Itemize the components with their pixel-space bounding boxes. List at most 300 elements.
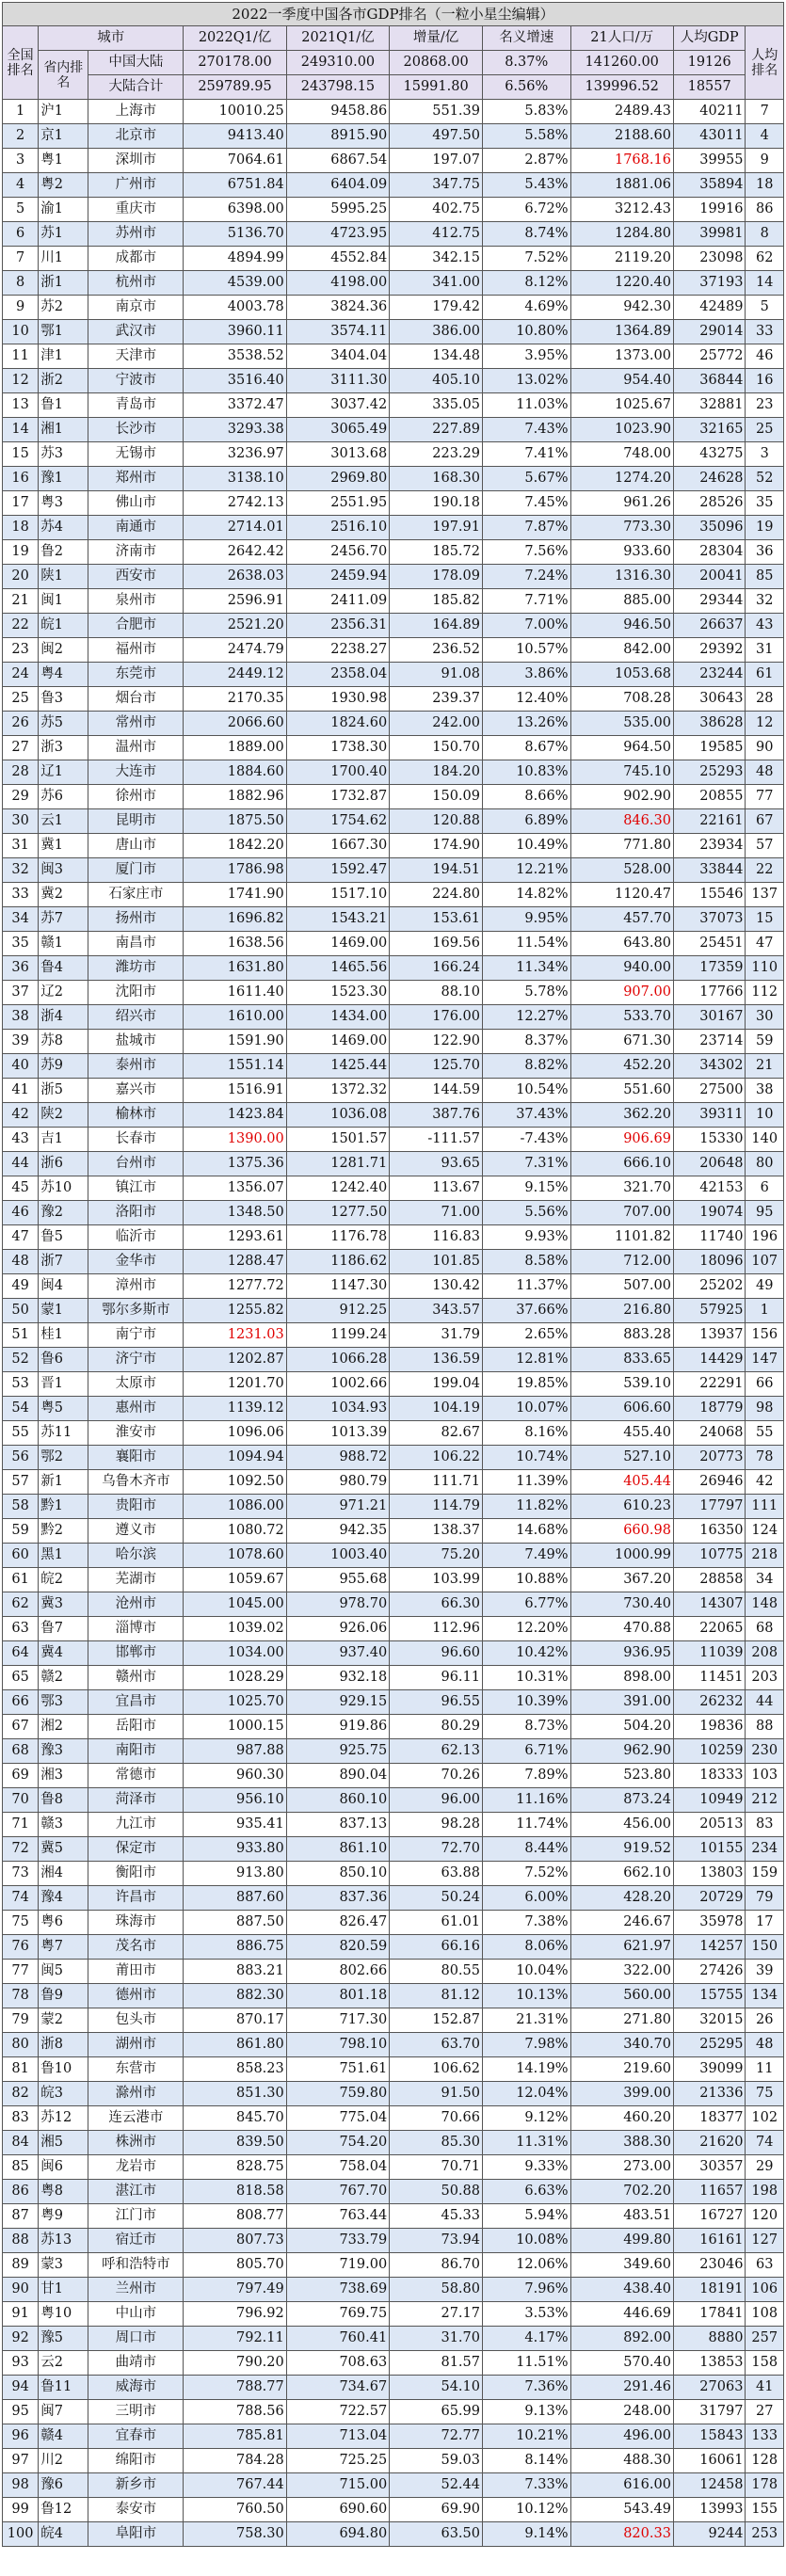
cell-per-capita-rank: 74: [746, 2131, 784, 2155]
cell-city-name: 襄阳市: [88, 1446, 184, 1470]
cell-national-rank: 46: [3, 1201, 39, 1225]
cell-prov-rank: 黔2: [39, 1519, 88, 1544]
cell-national-rank: 95: [3, 2400, 39, 2424]
cell-gdp2022: 1202.87: [184, 1348, 286, 1372]
cell-per-capita-gdp: 17766: [673, 981, 746, 1005]
cell-national-rank: 14: [3, 418, 39, 442]
cell-prov-rank: 吉1: [39, 1128, 88, 1152]
cell-growth: 6.00%: [483, 1886, 571, 1911]
cell-per-capita-rank: 48: [746, 2033, 784, 2057]
cell-population: 3212.43: [570, 198, 673, 222]
cell-national-rank: 17: [3, 491, 39, 516]
cell-population: 892.00: [570, 2327, 673, 2351]
cell-gdp2021: 1425.44: [286, 1054, 389, 1079]
cell-city-name: 茂名市: [88, 1935, 184, 1960]
cell-per-capita-rank: 107: [746, 1250, 784, 1274]
cell-growth: 5.67%: [483, 467, 571, 491]
cell-national-rank: 54: [3, 1397, 39, 1421]
cell-population: 1025.67: [570, 393, 673, 418]
cell-prov-rank: 闽2: [39, 638, 88, 663]
cell-prov-rank: 浙6: [39, 1152, 88, 1176]
cell-prov-rank: 苏9: [39, 1054, 88, 1079]
cell-increase: 169.56: [390, 932, 483, 956]
cell-gdp2021: 820.59: [286, 1935, 389, 1960]
table-row: [3, 369, 784, 393]
cell-prov-rank: 津1: [39, 344, 88, 369]
total-label: 中国大陆: [88, 51, 184, 75]
cell-growth: 3.86%: [483, 663, 571, 687]
table-row: [3, 2351, 784, 2376]
cell-city-name: 合肥市: [88, 614, 184, 638]
cell-gdp2021: 6404.09: [286, 173, 389, 198]
cell-gdp2021: 932.18: [286, 1666, 389, 1690]
cell-population: 885.00: [570, 589, 673, 614]
cell-population: 1316.30: [570, 565, 673, 589]
cell-growth: 3.95%: [483, 344, 571, 369]
cell-city-name: 无锡市: [88, 442, 184, 467]
cell-gdp2022: 3538.52: [184, 344, 286, 369]
header-city: 城市: [39, 26, 184, 51]
cell-prov-rank: 苏5: [39, 712, 88, 736]
table-row: [3, 516, 784, 540]
cell-per-capita-rank: 44: [746, 1690, 784, 1715]
cell-growth: 12.20%: [483, 1617, 571, 1641]
cell-national-rank: 73: [3, 1862, 39, 1886]
cell-gdp2021: 988.72: [286, 1446, 389, 1470]
cell-population: 322.00: [570, 1960, 673, 1984]
cell-prov-rank: 赣3: [39, 1813, 88, 1837]
cell-increase: 91.50: [390, 2082, 483, 2106]
cell-growth: 6.63%: [483, 2180, 571, 2204]
cell-city-name: 漳州市: [88, 1274, 184, 1299]
cell-prov-rank: 苏12: [39, 2106, 88, 2131]
cell-national-rank: 2: [3, 124, 39, 149]
cell-gdp2022: 882.30: [184, 1984, 286, 2008]
cell-gdp2021: 937.40: [286, 1641, 389, 1666]
cell-growth: 7.24%: [483, 565, 571, 589]
table-row: [3, 1103, 784, 1128]
cell-city-name: 台州市: [88, 1152, 184, 1176]
cell-city-name: 包头市: [88, 2008, 184, 2033]
cell-per-capita-rank: 25: [746, 418, 784, 442]
table-row: [3, 981, 784, 1005]
cell-per-capita-gdp: 20648: [673, 1152, 746, 1176]
cell-gdp2021: 919.86: [286, 1715, 389, 1739]
cell-growth: 5.94%: [483, 2204, 571, 2229]
cell-population: 460.20: [570, 2106, 673, 2131]
cell-growth: 11.54%: [483, 932, 571, 956]
cell-national-rank: 3: [3, 149, 39, 173]
cell-gdp2022: 2638.03: [184, 565, 286, 589]
cell-per-capita-gdp: 39311: [673, 1103, 746, 1128]
cell-prov-rank: 陕2: [39, 1103, 88, 1128]
cell-gdp2022: 790.20: [184, 2351, 286, 2376]
cell-gdp2021: 861.10: [286, 1837, 389, 1862]
cell-per-capita-rank: 127: [746, 2229, 784, 2253]
cell-gdp2021: 734.67: [286, 2376, 389, 2400]
cell-per-capita-rank: 111: [746, 1495, 784, 1519]
cell-population: 643.80: [570, 932, 673, 956]
table-row: [3, 2498, 784, 2522]
cell-gdp2021: 3574.11: [286, 320, 389, 344]
cell-population: 535.00: [570, 712, 673, 736]
cell-city-name: 乌鲁木齐市: [88, 1470, 184, 1495]
cell-national-rank: 8: [3, 271, 39, 296]
cell-per-capita-rank: 90: [746, 736, 784, 760]
table-row: [3, 883, 784, 907]
cell-gdp2022: 1390.00: [184, 1128, 286, 1152]
cell-increase: -111.57: [390, 1128, 483, 1152]
cell-prov-rank: 豫4: [39, 1886, 88, 1911]
table-row: [3, 124, 784, 149]
cell-gdp2021: 6867.54: [286, 149, 389, 173]
cell-per-capita-rank: 150: [746, 1935, 784, 1960]
cell-population: 666.10: [570, 1152, 673, 1176]
cell-national-rank: 22: [3, 614, 39, 638]
cell-growth: 10.54%: [483, 1079, 571, 1103]
cell-gdp2021: 1523.30: [286, 981, 389, 1005]
cell-city-name: 青岛市: [88, 393, 184, 418]
cell-growth: 11.82%: [483, 1495, 571, 1519]
cell-growth: 12.06%: [483, 2253, 571, 2278]
cell-population: 907.00: [570, 981, 673, 1005]
cell-per-capita-gdp: 16161: [673, 2229, 746, 2253]
table-row: [3, 907, 784, 932]
cell-population: 933.60: [570, 540, 673, 565]
cell-prov-rank: 鲁11: [39, 2376, 88, 2400]
cell-population: 533.70: [570, 1005, 673, 1030]
cell-increase: 386.00: [390, 320, 483, 344]
cell-per-capita-gdp: 27063: [673, 2376, 746, 2400]
cell-per-capita-rank: 4: [746, 124, 784, 149]
cell-gdp2022: 839.50: [184, 2131, 286, 2155]
cell-population: 499.80: [570, 2229, 673, 2253]
cell-city-name: 上海市: [88, 100, 184, 124]
cell-national-rank: 44: [3, 1152, 39, 1176]
cell-prov-rank: 粤10: [39, 2302, 88, 2327]
cell-per-capita-rank: 67: [746, 809, 784, 834]
cell-per-capita-gdp: 11740: [673, 1225, 746, 1250]
cell-prov-rank: 湘4: [39, 1862, 88, 1886]
cell-national-rank: 20: [3, 565, 39, 589]
cell-gdp2021: 802.66: [286, 1960, 389, 1984]
cell-gdp2022: 1139.12: [184, 1397, 286, 1421]
cell-national-rank: 19: [3, 540, 39, 565]
cell-growth: 37.66%: [483, 1299, 571, 1323]
cell-gdp2022: 2714.01: [184, 516, 286, 540]
cell-growth: 10.31%: [483, 1666, 571, 1690]
cell-population: 399.00: [570, 2082, 673, 2106]
cell-per-capita-rank: 66: [746, 1372, 784, 1397]
cell-national-rank: 82: [3, 2082, 39, 2106]
cell-city-name: 北京市: [88, 124, 184, 149]
cell-per-capita-rank: 230: [746, 1739, 784, 1764]
cell-prov-rank: 苏4: [39, 516, 88, 540]
table-row: [3, 1935, 784, 1960]
cell-city-name: 中山市: [88, 2302, 184, 2327]
cell-city-name: 沧州市: [88, 1592, 184, 1617]
cell-growth: 8.66%: [483, 785, 571, 809]
cell-growth: 8.73%: [483, 1715, 571, 1739]
total-increase: 15991.80: [390, 75, 483, 100]
cell-growth: 10.21%: [483, 2424, 571, 2449]
cell-increase: 242.00: [390, 712, 483, 736]
cell-increase: 88.10: [390, 981, 483, 1005]
cell-increase: 223.29: [390, 442, 483, 467]
table-row: [3, 1250, 784, 1274]
cell-growth: 8.37%: [483, 1030, 571, 1054]
cell-per-capita-rank: 34: [746, 1568, 784, 1592]
table-row: [3, 1397, 784, 1421]
cell-growth: 4.69%: [483, 296, 571, 320]
total-pop: 139996.52: [570, 75, 673, 100]
cell-prov-rank: 鄂2: [39, 1446, 88, 1470]
cell-gdp2021: 1732.87: [286, 785, 389, 809]
cell-gdp2022: 2642.42: [184, 540, 286, 565]
table-row: [3, 834, 784, 858]
cell-per-capita-rank: 106: [746, 2278, 784, 2302]
cell-per-capita-gdp: 13993: [673, 2498, 746, 2522]
cell-increase: 347.75: [390, 173, 483, 198]
cell-gdp2022: 1591.90: [184, 1030, 286, 1054]
cell-per-capita-rank: 112: [746, 981, 784, 1005]
cell-per-capita-gdp: 40211: [673, 100, 746, 124]
cell-gdp2022: 1288.47: [184, 1250, 286, 1274]
cell-prov-rank: 闽3: [39, 858, 88, 883]
cell-growth: 12.04%: [483, 2082, 571, 2106]
cell-city-name: 曲靖市: [88, 2351, 184, 2376]
table-row: [3, 2106, 784, 2131]
cell-prov-rank: 闽7: [39, 2400, 88, 2424]
cell-increase: 50.88: [390, 2180, 483, 2204]
cell-per-capita-rank: 124: [746, 1519, 784, 1544]
cell-per-capita-gdp: 8880: [673, 2327, 746, 2351]
cell-national-rank: 25: [3, 687, 39, 712]
cell-population: 1000.99: [570, 1544, 673, 1568]
cell-per-capita-gdp: 43275: [673, 442, 746, 467]
cell-city-name: 遵义市: [88, 1519, 184, 1544]
cell-gdp2021: 801.18: [286, 1984, 389, 2008]
cell-increase: 197.91: [390, 516, 483, 540]
cell-per-capita-gdp: 18779: [673, 1397, 746, 1421]
cell-population: 662.10: [570, 1862, 673, 1886]
cell-prov-rank: 京1: [39, 124, 88, 149]
cell-growth: 9.93%: [483, 1225, 571, 1250]
cell-national-rank: 81: [3, 2057, 39, 2082]
cell-prov-rank: 辽1: [39, 760, 88, 785]
cell-city-name: 沈阳市: [88, 981, 184, 1005]
cell-increase: 168.30: [390, 467, 483, 491]
cell-city-name: 金华市: [88, 1250, 184, 1274]
cell-gdp2021: 980.79: [286, 1470, 389, 1495]
cell-per-capita-gdp: 16061: [673, 2449, 746, 2473]
cell-population: 528.00: [570, 858, 673, 883]
cell-city-name: 鄂尔多斯市: [88, 1299, 184, 1323]
total-growth: 6.56%: [483, 75, 571, 100]
cell-gdp2022: 784.28: [184, 2449, 286, 2473]
cell-growth: 10.83%: [483, 760, 571, 785]
cell-increase: 85.30: [390, 2131, 483, 2155]
cell-gdp2022: 1741.90: [184, 883, 286, 907]
cell-gdp2021: 971.21: [286, 1495, 389, 1519]
cell-growth: 8.14%: [483, 2449, 571, 2473]
cell-city-name: 宁波市: [88, 369, 184, 393]
table-row: [3, 1568, 784, 1592]
cell-increase: 194.51: [390, 858, 483, 883]
cell-national-rank: 77: [3, 1960, 39, 1984]
cell-per-capita-gdp: 29344: [673, 589, 746, 614]
cell-per-capita-rank: 108: [746, 2302, 784, 2327]
table-row: [3, 2204, 784, 2229]
cell-increase: 65.99: [390, 2400, 483, 2424]
cell-population: 488.30: [570, 2449, 673, 2473]
cell-gdp2022: 1375.36: [184, 1152, 286, 1176]
cell-city-name: 南京市: [88, 296, 184, 320]
cell-gdp2022: 785.81: [184, 2424, 286, 2449]
cell-growth: 5.43%: [483, 173, 571, 198]
cell-per-capita-rank: 32: [746, 589, 784, 614]
cell-increase: 72.77: [390, 2424, 483, 2449]
cell-growth: 7.00%: [483, 614, 571, 638]
cell-prov-rank: 豫6: [39, 2473, 88, 2498]
cell-gdp2021: 2358.04: [286, 663, 389, 687]
cell-prov-rank: 黔1: [39, 1495, 88, 1519]
table-row: [3, 1176, 784, 1201]
cell-gdp2021: 1517.10: [286, 883, 389, 907]
cell-per-capita-rank: 21: [746, 1054, 784, 1079]
table-row: [3, 1470, 784, 1495]
cell-increase: 176.00: [390, 1005, 483, 1030]
cell-increase: 80.55: [390, 1960, 483, 1984]
cell-prov-rank: 鲁7: [39, 1617, 88, 1641]
cell-national-rank: 1: [3, 100, 39, 124]
cell-population: 1284.80: [570, 222, 673, 247]
cell-growth: 7.33%: [483, 2473, 571, 2498]
table-row: [3, 1372, 784, 1397]
cell-city-name: 宜春市: [88, 2424, 184, 2449]
cell-growth: 11.51%: [483, 2351, 571, 2376]
cell-per-capita-gdp: 35978: [673, 1911, 746, 1935]
cell-increase: 86.70: [390, 2253, 483, 2278]
cell-growth: 7.98%: [483, 2033, 571, 2057]
cell-increase: 185.82: [390, 589, 483, 614]
header-row: [3, 26, 784, 51]
cell-gdp2021: 1002.66: [286, 1372, 389, 1397]
cell-population: 446.69: [570, 2302, 673, 2327]
cell-prov-rank: 湘5: [39, 2131, 88, 2155]
cell-prov-rank: 皖4: [39, 2522, 88, 2547]
cell-increase: 70.26: [390, 1764, 483, 1788]
cell-per-capita-gdp: 28858: [673, 1568, 746, 1592]
cell-national-rank: 69: [3, 1764, 39, 1788]
cell-gdp2022: 1039.02: [184, 1617, 286, 1641]
cell-prov-rank: 豫2: [39, 1201, 88, 1225]
cell-city-name: 深圳市: [88, 149, 184, 173]
cell-per-capita-gdp: 42489: [673, 296, 746, 320]
cell-increase: 224.80: [390, 883, 483, 907]
cell-population: 942.30: [570, 296, 673, 320]
cell-increase: 52.44: [390, 2473, 483, 2498]
cell-gdp2021: 694.80: [286, 2522, 389, 2547]
cell-per-capita-rank: 23: [746, 393, 784, 418]
cell-increase: 80.29: [390, 1715, 483, 1739]
cell-increase: 190.18: [390, 491, 483, 516]
cell-gdp2021: 719.00: [286, 2253, 389, 2278]
cell-city-name: 芜湖市: [88, 1568, 184, 1592]
table-row: [3, 2057, 784, 2082]
cell-gdp2022: 2521.20: [184, 614, 286, 638]
cell-population: 391.00: [570, 1690, 673, 1715]
table-row: [3, 809, 784, 834]
cell-national-rank: 21: [3, 589, 39, 614]
cell-prov-rank: 浙7: [39, 1250, 88, 1274]
total-row-sum: [3, 75, 784, 100]
cell-per-capita-gdp: 23934: [673, 834, 746, 858]
cell-per-capita-rank: 62: [746, 247, 784, 271]
total-per: 19126: [673, 51, 746, 75]
cell-city-name: 徐州市: [88, 785, 184, 809]
cell-population: 539.10: [570, 1372, 673, 1397]
cell-city-name: 济宁市: [88, 1348, 184, 1372]
cell-population: 660.98: [570, 1519, 673, 1544]
cell-per-capita-gdp: 19585: [673, 736, 746, 760]
cell-increase: 69.90: [390, 2498, 483, 2522]
cell-increase: 111.71: [390, 1470, 483, 1495]
cell-growth: 7.89%: [483, 1764, 571, 1788]
table-row: [3, 638, 784, 663]
cell-gdp2021: 1738.30: [286, 736, 389, 760]
cell-population: 748.00: [570, 442, 673, 467]
cell-gdp2022: 1875.50: [184, 809, 286, 834]
cell-per-capita-gdp: 37193: [673, 271, 746, 296]
table-row: [3, 2376, 784, 2400]
cell-per-capita-gdp: 20729: [673, 1886, 746, 1911]
cell-national-rank: 57: [3, 1470, 39, 1495]
cell-gdp2021: 733.79: [286, 2229, 389, 2253]
cell-national-rank: 47: [3, 1225, 39, 1250]
cell-per-capita-rank: 49: [746, 1274, 784, 1299]
cell-increase: 73.94: [390, 2229, 483, 2253]
cell-gdp2022: 913.80: [184, 1862, 286, 1886]
cell-per-capita-rank: 148: [746, 1592, 784, 1617]
cell-national-rank: 56: [3, 1446, 39, 1470]
cell-national-rank: 23: [3, 638, 39, 663]
cell-growth: 10.74%: [483, 1446, 571, 1470]
cell-growth: 11.31%: [483, 2131, 571, 2155]
cell-population: 248.00: [570, 2400, 673, 2424]
cell-population: 1274.20: [570, 467, 673, 491]
cell-city-name: 邯郸市: [88, 1641, 184, 1666]
cell-city-name: 太原市: [88, 1372, 184, 1397]
cell-gdp2021: 2551.95: [286, 491, 389, 516]
cell-increase: 103.99: [390, 1568, 483, 1592]
cell-increase: 70.71: [390, 2155, 483, 2180]
cell-per-capita-gdp: 12458: [673, 2473, 746, 2498]
cell-national-rank: 52: [3, 1348, 39, 1372]
table-row: [3, 247, 784, 271]
cell-increase: 138.37: [390, 1519, 483, 1544]
cell-growth: 10.04%: [483, 1960, 571, 1984]
cell-per-capita-rank: 61: [746, 663, 784, 687]
cell-prov-rank: 豫5: [39, 2327, 88, 2351]
cell-per-capita-rank: 47: [746, 932, 784, 956]
cell-per-capita-rank: 203: [746, 1666, 784, 1690]
cell-increase: 63.70: [390, 2033, 483, 2057]
cell-gdp2021: 1700.40: [286, 760, 389, 785]
table-row: [3, 1446, 784, 1470]
cell-growth: -7.43%: [483, 1128, 571, 1152]
cell-per-capita-gdp: 37073: [673, 907, 746, 932]
